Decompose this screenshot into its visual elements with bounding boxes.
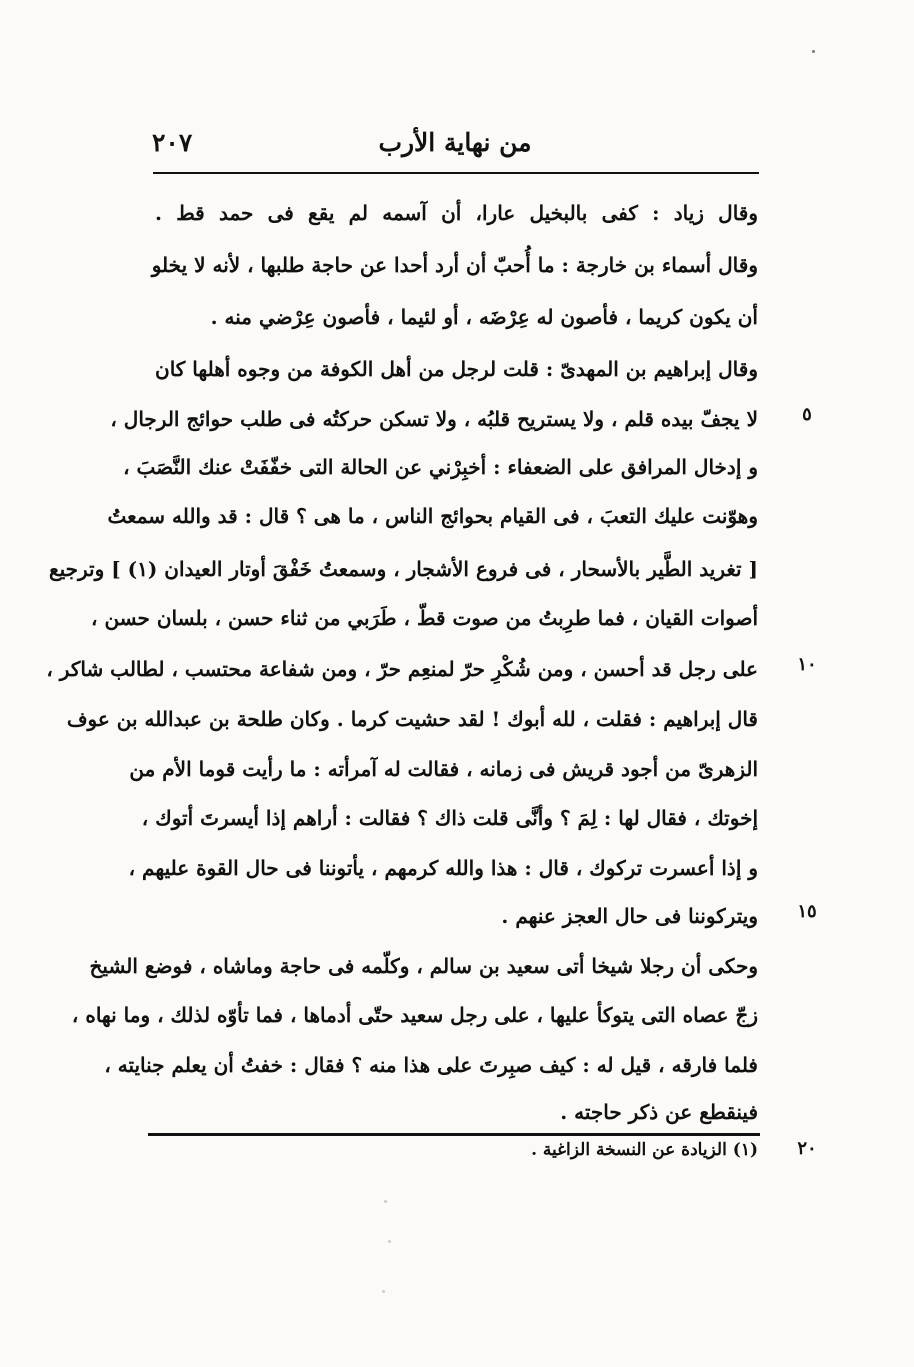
line-number-marker: ٢٠	[797, 1138, 817, 1159]
page-number: ٢٠٧	[152, 128, 193, 157]
text-line: و إدخال المرافق على الضعفاء : أخبِرْني عن الحالة التى خفّفَتْ عنك النَّصَبَ ،	[123, 455, 758, 479]
text-line: وحكى أن رجلا شيخا أتى سعيد بن سالم ، وكلّمه فى حاجة وماشاه ، فوضع الشيخ	[89, 954, 758, 978]
scan-speck	[812, 50, 815, 53]
text-line: فلما فارقه ، قيل له : كيف صبِرتَ على هذا منه ؟ فقال : خفتُ أن يعلم جنايته ،	[104, 1053, 758, 1077]
scan-speck	[384, 1200, 387, 1203]
text-line: [ تغريد الطَّير بالأسحار ، فى فروع الأشجار ، وسمعتُ خَفْقَ أوتار العيدان (١) ] وترجيع	[48, 557, 758, 581]
line-number-marker: ٥	[802, 404, 812, 425]
text-line: على رجل قد أحسن ، ومن شُكْرِ حرّ لمنعِم حرّ ، ومن شفاعة محتسب ، لطالب شاكر ،	[46, 657, 758, 681]
text-line: أصوات القيان ، فما طرِبتُ من صوت قطّ ، طَرَبي من ثناء حسن ، بلسان حسن ،	[91, 606, 758, 630]
text-line: لا يجفّ بيده قلم ، ولا يستريح قلبُه ، ولا تسكن حركتُه فى طلب حوائج الرجال ،	[110, 407, 758, 431]
line-number-marker: ١٠	[797, 654, 817, 675]
scan-speck	[388, 1240, 391, 1243]
text-line: الزهرىّ من أجود قريش فى زمانه ، فقالت له آمرأته : ما رأيت قوما الأم من	[129, 757, 758, 781]
text-line: زجّ عصاه التى يتوكأ عليها ، على رجل سعيد حتّى أدماها ، فما تأوّه لذلك ، وما نهاه ،	[71, 1003, 758, 1027]
text-line: ويتركوننا فى حال العجز عنهم .	[501, 904, 758, 928]
text-line: فينقطع عن ذكر حاجته .	[560, 1100, 758, 1124]
text-line: وقال أسماء بن خارجة : ما أُحبّ أن أرد أحدا عن حاجة طلبها ، لأنه لا يخلو	[151, 253, 758, 277]
text-line: أن يكون كريما ، فأصون له عِرْضَه ، أو لئيما ، فأصون عِرْضي منه .	[210, 305, 758, 329]
text-line: قال إبراهيم : فقلت ، لله أبوك ! لقد حشيت كرما . وكان طلحة بن عبدالله بن عوف	[66, 707, 758, 731]
text-line: وهوّنت عليك التعبَ ، فى القيام بحوائج الناس ، ما هى ؟ قال : قد والله سمعتُ	[107, 504, 758, 528]
text-line: وقال زياد : كفى بالبخيل عارا، أن آسمه لم يقع فى حمد قط .	[155, 201, 759, 225]
text-line: وقال إبراهيم بن المهدىّ : قلت لرجل من أهل الكوفة من وجوه أهلها كان	[155, 357, 758, 381]
header-rule	[153, 172, 759, 174]
line-number-marker: ١٥	[797, 901, 817, 922]
text-line: إخوتك ، فقال لها : لِمَ ؟ وأنَّى قلت ذاك ؟ فقالت : أراهم إذا أيسرتَ أتوك ،	[141, 806, 758, 830]
running-header-title: من نهاية الأرب	[378, 128, 532, 157]
footnote: (١) الزيادة عن النسخة الزاغية .	[531, 1140, 758, 1160]
scan-speck	[382, 1290, 385, 1293]
text-line: و إذا أعسرت تركوك ، قال : هذا والله كرمهم ، يأتوننا فى حال القوة عليهم ،	[128, 856, 758, 880]
